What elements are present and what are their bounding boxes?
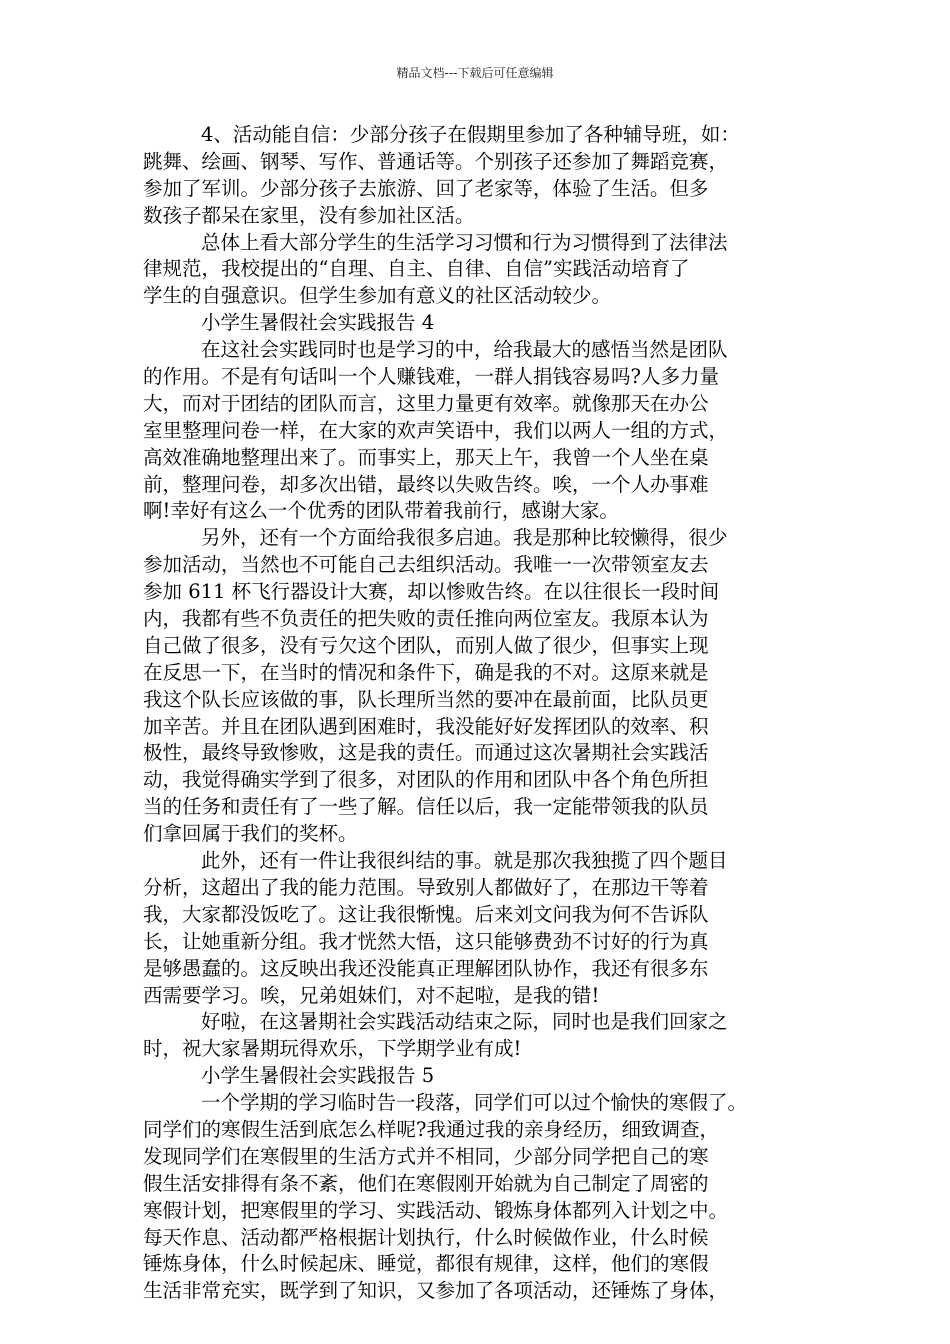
text-line: 同学们的寒假生活到底怎么样呢?我通过我的亲身经历，细致调查， xyxy=(143,1117,719,1141)
text-line: 我，大家都没饭吃了。这让我很惭愧。后来刘文问我为何不告诉队 xyxy=(143,902,709,926)
text-line: 我这个队长应该做的事，队长理所当然的要冲在最前面，比队员更 xyxy=(143,687,709,711)
text-line: 另外，还有一个方面给我很多启迪。我是那种比较懒得，很少 xyxy=(201,526,728,550)
text-line: 一个学期的学习临时告一段落，同学们可以过个愉快的寒假了。 xyxy=(201,1091,748,1115)
text-line: 总体上看大部分学生的生活学习习惯和行为习惯得到了法律法 xyxy=(201,230,728,254)
text-line: 小学生暑假社会实践报告 4 xyxy=(201,311,435,335)
text-line: 生活非常充实，既学到了知识，又参加了各项活动，还锤炼了身体， xyxy=(143,1279,729,1303)
text-line: 极性，最终导致惨败，这是我的责任。而通过这次暑期社会实践活 xyxy=(143,741,709,765)
text-line: 发现同学们在寒假里的生活方式并不相同，少部分同学把自己的寒 xyxy=(143,1144,709,1168)
text-line: 当的任务和责任有了一些了解。信任以后，我一定能带领我的队员 xyxy=(143,795,709,819)
text-line: 参加活动，当然也不可能自己去组织活动。我唯一一次带领室友去 xyxy=(143,553,709,577)
text-line: 在反思一下，在当时的情况和条件下，确是我的不对。这原来就是 xyxy=(143,660,709,684)
text-line: 每天作息、活动都严格根据计划执行，什么时候做作业，什么时候 xyxy=(143,1225,709,1249)
text-line: 时，祝大家暑期玩得欢乐，下学期学业有成! xyxy=(143,1037,522,1061)
text-line: 此外，还有一件让我很纠结的事。就是那次我独揽了四个题目 xyxy=(201,849,728,873)
text-line: 好啦，在这暑期社会实践活动结束之际，同时也是我们回家之 xyxy=(201,1010,728,1034)
page-header: 精品文档---下载后可任意编辑 xyxy=(396,66,554,80)
text-line: 内，我都有些不负责任的把失败的责任推向两位室友。我原本认为 xyxy=(143,607,709,631)
text-line: 在这社会实践同时也是学习的中，给我最大的感悟当然是团队 xyxy=(201,338,728,362)
text-line: 学生的自强意识。但学生参加有意义的社区活动较少。 xyxy=(143,284,612,308)
text-line: 律规范，我校提出的“自理、自主、自律、自信”实践活动培育了 xyxy=(143,257,690,281)
text-line: 数孩子都呆在家里，没有参加社区活。 xyxy=(143,203,475,227)
text-line: 4、活动能自信：少部分孩子在假期里参加了各种辅导班，如： xyxy=(201,123,740,146)
text-line: 锤炼身体，什么时候起床、睡觉，都很有规律，这样，他们的寒假 xyxy=(143,1252,709,1276)
text-line: 参加 611 杯飞行器设计大赛，却以惨败告终。在以往很长一段时间 xyxy=(143,580,720,604)
text-line: 大，而对于团结的团队而言，这里力量更有效率。就像那天在办公 xyxy=(143,391,709,415)
text-line: 的作用。不是有句话叫一个人赚钱难，一群人捐钱容易吗?人多力量 xyxy=(143,365,719,389)
text-line: 们拿回属于我们的奖杯。 xyxy=(143,822,358,846)
text-line: 是够愚蠢的。这反映出我还没能真正理解团队协作，我还有很多东 xyxy=(143,956,709,980)
text-line: 跳舞、绘画、钢琴、写作、普通话等。个别孩子还参加了舞蹈竞赛， xyxy=(143,149,729,173)
text-line: 分析，这超出了我的能力范围。导致别人都做好了，在那边干等着 xyxy=(143,875,709,899)
text-line: 寒假计划，把寒假里的学习、实践活动、锻炼身体都列入计划之中。 xyxy=(143,1198,729,1222)
text-line: 动，我觉得确实学到了很多，对团队的作用和团队中各个角色所担 xyxy=(143,768,709,792)
text-line: 加辛苦。并且在团队遇到困难时，我没能好好发挥团队的效率、积 xyxy=(143,714,709,738)
text-line: 长，让她重新分组。我才恍然大悟，这只能够费劲不讨好的行为真 xyxy=(143,929,709,953)
text-line: 室里整理问卷一样，在大家的欢声笑语中，我们以两人一组的方式， xyxy=(143,418,729,442)
text-line: 小学生暑假社会实践报告 5 xyxy=(201,1064,435,1088)
document-body xyxy=(143,122,823,1305)
text-line: 参加了军训。少部分孩子去旅游、回了老家等，体验了生活。但多 xyxy=(143,176,709,200)
text-line: 假生活安排得有条不紊，他们在寒假刚开始就为自己制定了周密的 xyxy=(143,1171,709,1195)
text-line: 自己做了很多，没有亏欠这个团队，而别人做了很少，但事实上现 xyxy=(143,633,709,657)
text-line: 前，整理问卷，却多次出错，最终以失败告终。唉，一个人办事难 xyxy=(143,472,709,496)
text-line: 高效准确地整理出来了。而事实上，那天上午，我曾一个人坐在桌 xyxy=(143,445,709,469)
text-line: 啊!幸好有这么一个优秀的团队带着我前行，感谢大家。 xyxy=(143,499,619,523)
text-line: 西需要学习。唉，兄弟姐妹们，对不起啦，是我的错! xyxy=(143,983,600,1007)
